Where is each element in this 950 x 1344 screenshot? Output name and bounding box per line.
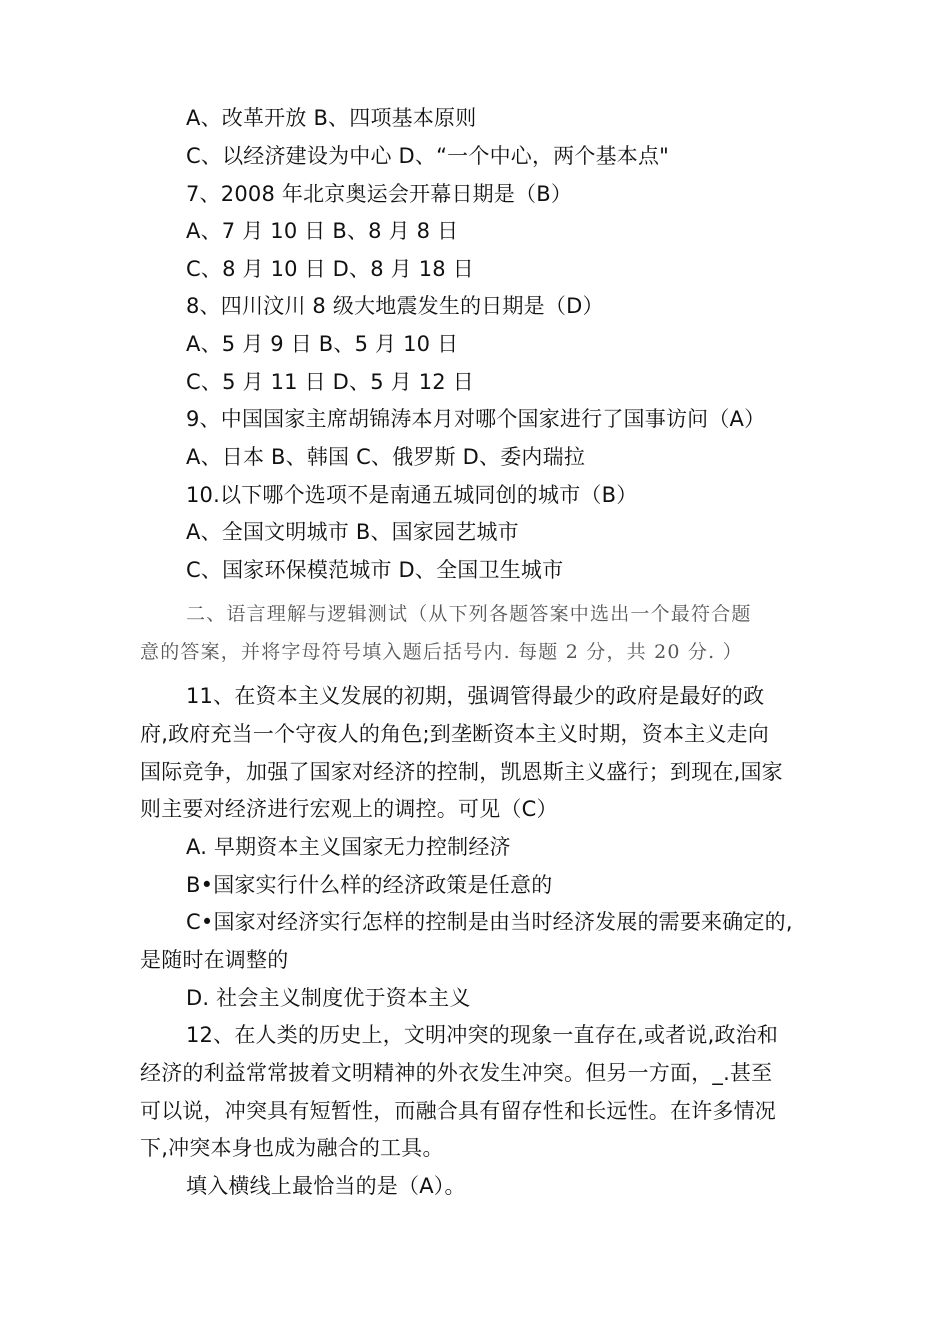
question-12-text: 下,冲突本身也成为融合的工具。: [140, 1136, 444, 1160]
option-line: C、国家环保模范城市 D、全国卫生城市: [186, 558, 564, 582]
question-11: 11、在资本主义发展的初期，强调管得最少的政府是最好的政: [186, 684, 765, 708]
question-12-text: 可以说，冲突具有短暂性，而融合具有留存性和长远性。在许多情况: [140, 1099, 776, 1123]
option-line: C、5 月 11 日 D、5 月 12 日: [186, 370, 474, 394]
option-line: A、7 月 10 日 B、8 月 8 日: [186, 219, 459, 243]
section-heading: 二、语言理解与逻辑测试（从下列各题答案中选出一个最符合题: [186, 603, 752, 625]
option-line: D. 社会主义制度优于资本主义: [186, 986, 471, 1010]
question-11-text: 府,政府充当一个守夜人的角色;到垄断资本主义时期，资本主义走向: [140, 722, 769, 746]
question-11-text: 国际竞争，加强了国家对经济的控制，凯恩斯主义盛行；到现在,国家: [140, 760, 783, 784]
question-12-text: 经济的利益常常披着文明精神的外衣发生冲突。但另一方面，_.甚至: [140, 1061, 773, 1085]
question-12-prompt: 填入横线上最恰当的是（A）。: [186, 1174, 466, 1198]
option-line: C、以经济建设为中心 D、“一个中心，两个基本点": [186, 144, 670, 168]
option-line: A、改革开放 B、四项基本原则: [186, 106, 477, 130]
section-heading-cont: 意的答案，并将字母符号填入题后括号内. 每题 2 分，共 20 分. ）: [140, 641, 743, 663]
option-line-cont: 是随时在调整的: [140, 948, 289, 972]
question-8: 8、四川汶川 8 级大地震发生的日期是（D）: [186, 294, 604, 318]
option-line: A、日本 B、韩国 C、俄罗斯 D、委内瑞拉: [186, 445, 586, 469]
question-10: 10.以下哪个选项不是南通五城同创的城市（B）: [186, 483, 638, 507]
option-line: A. 早期资本主义国家无力控制经济: [186, 835, 511, 859]
option-line: C、8 月 10 日 D、8 月 18 日: [186, 257, 474, 281]
question-11-text: 则主要对经济进行宏观上的调控。可见（C）: [140, 797, 558, 821]
option-line: C•国家对经济实行怎样的控制是由当时经济发展的需要来确定的,: [186, 910, 793, 934]
question-12: 12、在人类的历史上，文明冲突的现象一直存在,或者说,政治和: [186, 1023, 779, 1047]
option-line: A、全国文明城市 B、国家园艺城市: [186, 520, 519, 544]
option-line: A、5 月 9 日 B、5 月 10 日: [186, 332, 459, 356]
option-line: B•国家实行什么样的经济政策是任意的: [186, 873, 553, 897]
question-7: 7、2008 年北京奥运会开幕日期是（B）: [186, 182, 573, 206]
question-9: 9、中国国家主席胡锦涛本月对哪个国家进行了国事访问（A）: [186, 407, 766, 431]
